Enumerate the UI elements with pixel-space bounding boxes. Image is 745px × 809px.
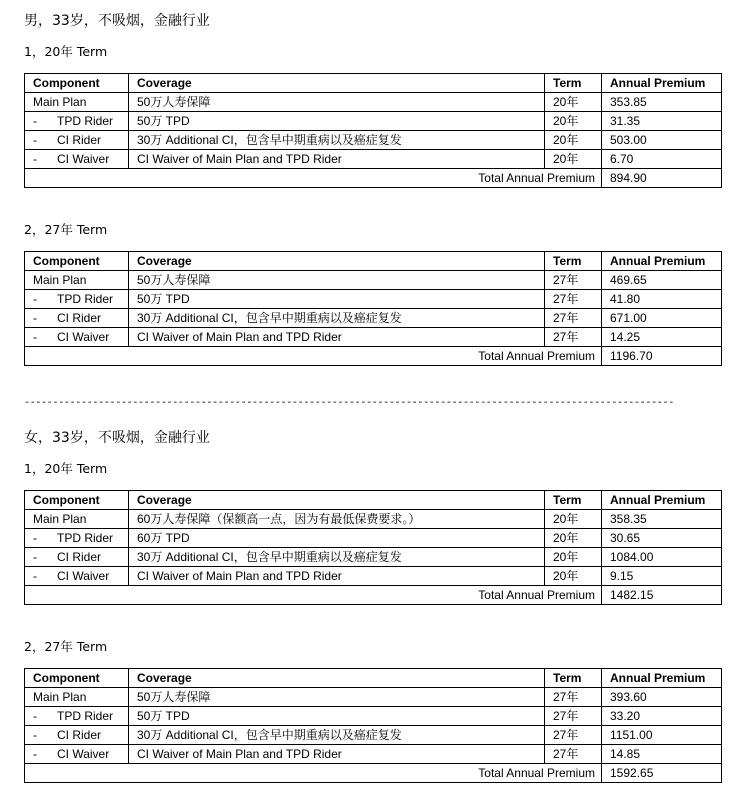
total-label: Total Annual Premium (25, 169, 602, 188)
component-cell (25, 688, 129, 707)
term-cell: 27年 (545, 328, 602, 347)
coverage-cell: 50万人寿保障 (129, 688, 545, 707)
table-row (25, 745, 722, 764)
component-label: Main Plan (33, 689, 87, 704)
term-cell: 27年 (545, 290, 602, 309)
term-cell: 27年 (545, 726, 602, 745)
component-cell (25, 707, 129, 726)
table-row (25, 529, 722, 548)
component-label: CI Waiver (57, 151, 110, 166)
component-cell (25, 112, 129, 131)
header-term: Term (545, 669, 602, 688)
total-label: Total Annual Premium (25, 347, 602, 366)
table-row (25, 150, 722, 169)
header-component: Component (25, 252, 129, 271)
table-row (25, 271, 722, 290)
premium-table-female-27 (24, 668, 722, 783)
component-label: CI Waiver (57, 568, 110, 583)
component-cell (25, 150, 129, 169)
term-cell: 27年 (545, 707, 602, 726)
table-row (25, 726, 722, 745)
total-row (25, 347, 722, 366)
plan-title-female-20: 1，20年 Term (24, 461, 108, 476)
table-header-row (25, 252, 722, 271)
header-component: Component (25, 74, 129, 93)
premium-cell: 31.35 (602, 112, 722, 131)
rider-dash: - (33, 310, 37, 325)
table-header-row (25, 74, 722, 93)
header-term: Term (545, 74, 602, 93)
coverage-cell: 50万人寿保障 (129, 93, 545, 112)
component-label: Main Plan (33, 272, 87, 287)
component-label: CI Rider (57, 310, 102, 325)
premium-cell: 33.20 (602, 707, 722, 726)
component-cell (25, 328, 129, 347)
component-cell (25, 510, 129, 529)
coverage-cell: 50万人寿保障 (129, 271, 545, 290)
rider-dash: - (33, 549, 37, 564)
term-cell: 20年 (545, 131, 602, 150)
component-cell (25, 309, 129, 328)
header-coverage: Coverage (129, 669, 545, 688)
table-row (25, 290, 722, 309)
rider-dash: - (33, 727, 37, 742)
section-divider: ------------------------------------------------------------------------------------------------------------------ (24, 398, 674, 409)
header-annual-premium: Annual Premium (602, 74, 722, 93)
component-label: CI Rider (57, 132, 102, 147)
coverage-cell: CI Waiver of Main Plan and TPD Rider (129, 150, 545, 169)
component-label: TPD Rider (57, 113, 114, 128)
coverage-cell: CI Waiver of Main Plan and TPD Rider (129, 328, 545, 347)
table-row (25, 707, 722, 726)
premium-cell: 671.00 (602, 309, 722, 328)
term-cell: 20年 (545, 529, 602, 548)
coverage-cell: 30万 Additional CI，包含早中期重病以及癌症复发 (129, 131, 545, 150)
header-annual-premium: Annual Premium (602, 669, 722, 688)
component-cell (25, 290, 129, 309)
premium-cell: 14.25 (602, 328, 722, 347)
coverage-cell: CI Waiver of Main Plan and TPD Rider (129, 745, 545, 764)
component-label: TPD Rider (57, 708, 114, 723)
component-label: CI Waiver (57, 329, 110, 344)
table-row (25, 548, 722, 567)
plan-title-male-20: 1，20年 Term (24, 44, 108, 59)
component-cell (25, 131, 129, 150)
term-cell: 27年 (545, 271, 602, 290)
table-row (25, 567, 722, 586)
total-row (25, 586, 722, 605)
coverage-cell: 50万 TPD (129, 707, 545, 726)
total-row (25, 764, 722, 783)
premium-cell: 393.60 (602, 688, 722, 707)
component-label: TPD Rider (57, 291, 114, 306)
coverage-cell: 30万 Additional CI，包含早中期重病以及癌症复发 (129, 548, 545, 567)
premium-cell: 469.65 (602, 271, 722, 290)
total-premium-value: 1592.65 (602, 764, 722, 783)
header-coverage: Coverage (129, 491, 545, 510)
table-row (25, 688, 722, 707)
header-coverage: Coverage (129, 74, 545, 93)
premium-cell: 358.35 (602, 510, 722, 529)
component-label: CI Rider (57, 727, 102, 742)
component-label: CI Waiver (57, 746, 110, 761)
term-cell: 20年 (545, 93, 602, 112)
premium-cell: 9.15 (602, 567, 722, 586)
coverage-cell: 60万人寿保障（保额高一点，因为有最低保费要求。） (129, 510, 545, 529)
term-cell: 27年 (545, 688, 602, 707)
term-cell: 20年 (545, 510, 602, 529)
rider-dash: - (33, 132, 37, 147)
table-header-row (25, 669, 722, 688)
rider-dash: - (33, 151, 37, 166)
table-row (25, 510, 722, 529)
term-cell: 20年 (545, 150, 602, 169)
rider-dash: - (33, 291, 37, 306)
component-label: Main Plan (33, 511, 87, 526)
premium-cell: 41.80 (602, 290, 722, 309)
header-coverage: Coverage (129, 252, 545, 271)
total-row (25, 169, 722, 188)
table-row (25, 131, 722, 150)
component-cell (25, 745, 129, 764)
total-label: Total Annual Premium (25, 586, 602, 605)
term-cell: 20年 (545, 112, 602, 131)
section-heading-male: 男，33岁，不吸烟，金融行业 (24, 13, 210, 29)
premium-cell: 30.65 (602, 529, 722, 548)
coverage-cell: 30万 Additional CI，包含早中期重病以及癌症复发 (129, 309, 545, 328)
total-label: Total Annual Premium (25, 764, 602, 783)
component-cell (25, 271, 129, 290)
plan-title-female-27: 2，27年 Term (24, 639, 108, 654)
premium-cell: 353.85 (602, 93, 722, 112)
rider-dash: - (33, 329, 37, 344)
premium-cell: 1084.00 (602, 548, 722, 567)
coverage-cell: CI Waiver of Main Plan and TPD Rider (129, 567, 545, 586)
premium-table-male-27 (24, 251, 722, 366)
section-heading-female: 女，33岁，不吸烟，金融行业 (24, 430, 210, 446)
table-row (25, 309, 722, 328)
premium-cell: 14.85 (602, 745, 722, 764)
rider-dash: - (33, 113, 37, 128)
coverage-cell: 50万 TPD (129, 112, 545, 131)
total-premium-value: 1482.15 (602, 586, 722, 605)
rider-dash: - (33, 568, 37, 583)
term-cell: 20年 (545, 567, 602, 586)
premium-cell: 503.00 (602, 131, 722, 150)
term-cell: 27年 (545, 745, 602, 764)
plan-title-male-27: 2，27年 Term (24, 222, 108, 237)
header-annual-premium: Annual Premium (602, 252, 722, 271)
rider-dash: - (33, 708, 37, 723)
rider-dash: - (33, 746, 37, 761)
component-cell (25, 93, 129, 112)
component-label: TPD Rider (57, 530, 114, 545)
rider-dash: - (33, 530, 37, 545)
component-cell (25, 548, 129, 567)
header-term: Term (545, 252, 602, 271)
coverage-cell: 50万 TPD (129, 290, 545, 309)
premium-table-female-20 (24, 490, 722, 605)
premium-cell: 6.70 (602, 150, 722, 169)
header-annual-premium: Annual Premium (602, 491, 722, 510)
component-cell (25, 726, 129, 745)
component-cell (25, 567, 129, 586)
component-cell (25, 529, 129, 548)
table-row (25, 328, 722, 347)
table-header-row (25, 491, 722, 510)
component-label: Main Plan (33, 94, 87, 109)
coverage-cell: 30万 Additional CI，包含早中期重病以及癌症复发 (129, 726, 545, 745)
premium-table-male-20 (24, 73, 722, 188)
header-component: Component (25, 491, 129, 510)
total-premium-value: 894.90 (602, 169, 722, 188)
component-label: CI Rider (57, 549, 102, 564)
table-row (25, 112, 722, 131)
term-cell: 20年 (545, 548, 602, 567)
header-component: Component (25, 669, 129, 688)
term-cell: 27年 (545, 309, 602, 328)
total-premium-value: 1196.70 (602, 347, 722, 366)
premium-cell: 1151.00 (602, 726, 722, 745)
table-row (25, 93, 722, 112)
coverage-cell: 60万 TPD (129, 529, 545, 548)
header-term: Term (545, 491, 602, 510)
